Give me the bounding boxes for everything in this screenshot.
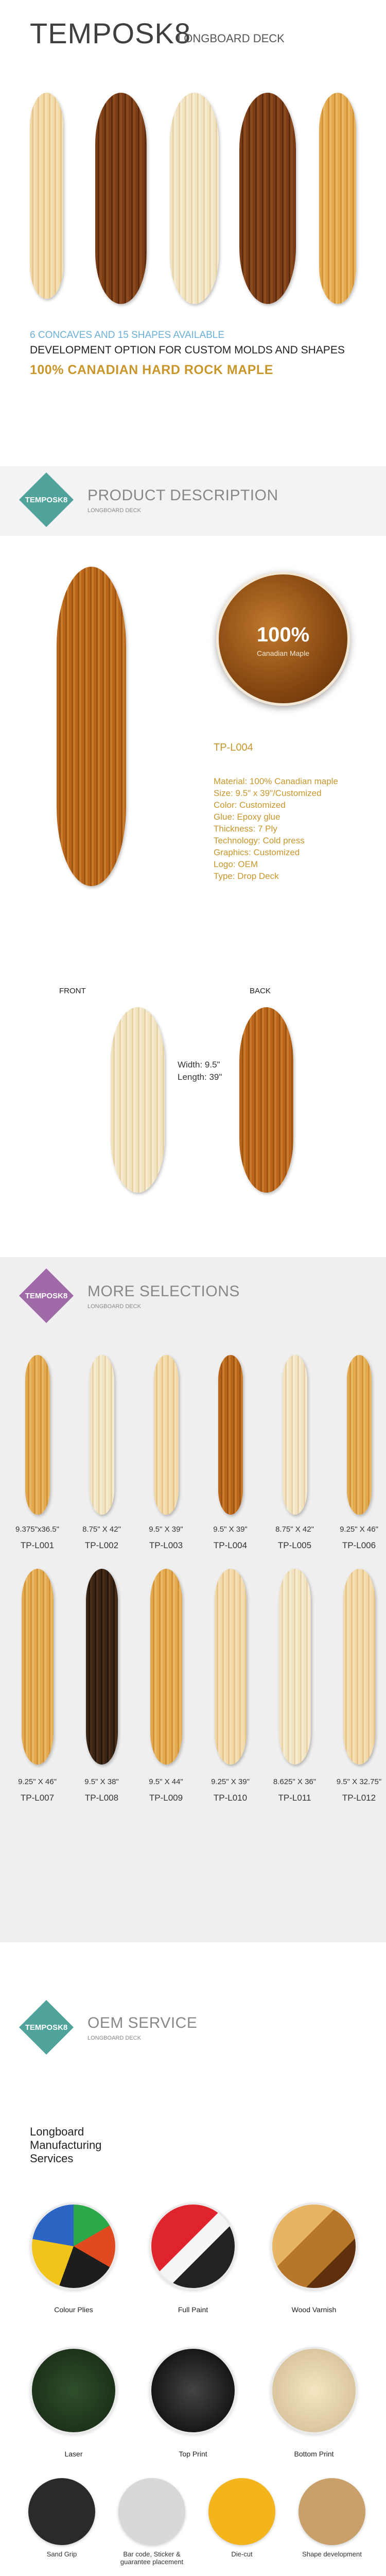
- width-measure: Width: 9.5": [178, 1060, 220, 1070]
- selection-code: TP-L010: [213, 1793, 248, 1803]
- selection-size: 9.375"x36.5": [15, 1525, 59, 1534]
- oem-small-label: Sand Grip: [46, 2550, 77, 2558]
- hero-deck-3: [170, 93, 219, 304]
- oem-small-label: Die-cut: [231, 2550, 253, 2558]
- shape-development-image: [299, 2478, 365, 2545]
- top-print-image: [149, 2347, 237, 2434]
- svg-text:TEMPOSK8: TEMPOSK8: [25, 496, 68, 504]
- spec-item: Graphics: Customized: [214, 848, 300, 857]
- selection-code: TP-L005: [277, 1540, 312, 1550]
- wood-varnish-image: [270, 2202, 358, 2290]
- selections-section-subtitle: LONGBOARD DECK: [87, 1303, 141, 1310]
- selection-code: TP-L001: [20, 1540, 55, 1550]
- back-deck: [239, 1007, 293, 1193]
- front-deck: [111, 1007, 165, 1193]
- die-cut-image: [208, 2478, 275, 2545]
- selection-deck-tp-l009: [150, 1569, 182, 1765]
- selection-deck-tp-l001: [25, 1355, 50, 1515]
- oem-label: Top Print: [179, 2450, 207, 2458]
- selection-size: 9.5" X 44": [149, 1777, 183, 1786]
- svg-text:TEMPOSK8: TEMPOSK8: [25, 2023, 68, 2032]
- hero-deck-4: [239, 93, 296, 304]
- selection-deck-tp-l008: [86, 1569, 118, 1765]
- temposk8-badge: [18, 471, 75, 528]
- oem-label: Full Paint: [178, 2306, 208, 2314]
- spec-item: Thickness: 7 Ply: [214, 824, 277, 834]
- selection-code: TP-L009: [149, 1793, 183, 1803]
- product-section-title: PRODUCT DESCRIPTION: [87, 487, 278, 504]
- selection-size: 9.5" X 39": [213, 1525, 248, 1534]
- selection-deck-tp-l003: [154, 1355, 179, 1515]
- hero-maple-text: 100% CANADIAN HARD ROCK MAPLE: [30, 363, 273, 377]
- selection-code: TP-L006: [342, 1540, 376, 1550]
- selection-code: TP-L002: [84, 1540, 119, 1550]
- selection-code: TP-L012: [342, 1793, 376, 1803]
- selection-deck-tp-l011: [279, 1569, 311, 1765]
- selection-size: 9.25" X 46": [18, 1777, 57, 1786]
- selection-deck-tp-l005: [283, 1355, 307, 1515]
- selection-size: 9.25" X 39": [211, 1777, 250, 1786]
- product-main-deck: [57, 567, 126, 886]
- selection-deck-tp-l010: [215, 1569, 247, 1765]
- selection-deck-tp-l007: [22, 1569, 54, 1765]
- brand-subtitle: LONGBOARD DECK: [178, 32, 285, 45]
- hero-deck-5: [319, 93, 356, 304]
- oem-heading: Longboard Manufacturing Services: [30, 2125, 102, 2165]
- spec-item: Technology: Cold press: [214, 836, 305, 845]
- spec-item: Glue: Epoxy glue: [214, 812, 280, 822]
- oem-small-label: Shape development: [302, 2550, 362, 2558]
- svg-text:TEMPOSK8: TEMPOSK8: [25, 1292, 68, 1300]
- selection-code: TP-L003: [149, 1540, 183, 1550]
- canadian-maple-logo: 100% Canadian Maple: [216, 572, 350, 706]
- spec-item: Size: 9.5" x 39"/Customized: [214, 788, 322, 798]
- selection-code: TP-L008: [84, 1793, 119, 1803]
- selection-size: 8.75" X 42": [275, 1525, 314, 1534]
- temposk8-badge: [18, 1267, 75, 1324]
- selection-deck-tp-l004: [218, 1355, 243, 1515]
- oem-label: Wood Varnish: [291, 2306, 337, 2314]
- spec-item: Color: Customized: [214, 800, 286, 810]
- laser-image: [30, 2347, 117, 2434]
- sand-grip-image: [28, 2478, 95, 2545]
- selection-size: 9.25" X 46": [340, 1525, 378, 1534]
- product-code: TP-L004: [214, 742, 253, 753]
- front-label: FRONT: [59, 987, 86, 995]
- hero-deck-2: [95, 93, 147, 304]
- selection-code: TP-L004: [213, 1540, 248, 1550]
- selection-size: 8.625" X 36": [273, 1777, 317, 1786]
- brand-title: TEMPOSK8: [30, 17, 191, 49]
- length-measure: Length: 39": [178, 1072, 222, 1082]
- selection-deck-tp-l002: [90, 1355, 114, 1515]
- spec-item: Type: Drop Deck: [214, 871, 279, 881]
- oem-section-subtitle: LONGBOARD DECK: [87, 2035, 141, 2041]
- hero-custom-text: DEVELOPMENT OPTION FOR CUSTOM MOLDS AND SHAPES: [30, 344, 345, 356]
- hero-deck-1: [30, 93, 63, 299]
- back-label: BACK: [250, 987, 271, 995]
- hero-concaves-text: 6 CONCAVES AND 15 SHAPES AVAILABLE: [30, 330, 225, 341]
- oem-label: Colour Plies: [54, 2306, 93, 2314]
- selections-band: [0, 1257, 386, 1942]
- oem-label: Laser: [64, 2450, 83, 2458]
- selections-section-title: MORE SELECTIONS: [87, 1283, 240, 1300]
- selection-size: 9.5" X 39": [149, 1525, 183, 1534]
- colour-plies-image: [30, 2202, 117, 2290]
- selection-size: 8.75" X 42": [82, 1525, 121, 1534]
- oem-section-title: OEM SERVICE: [87, 2014, 198, 2031]
- temposk8-badge: [18, 1999, 75, 2056]
- oem-small-label: Bar code, Sticker & guarantee placement: [120, 2550, 184, 2566]
- spec-item: Logo: OEM: [214, 859, 258, 869]
- selection-deck-tp-l012: [343, 1569, 375, 1765]
- spec-item: Material: 100% Canadian maple: [214, 776, 338, 786]
- selection-size: 9.5" X 32.75": [336, 1777, 382, 1786]
- oem-label: Bottom Print: [294, 2450, 334, 2458]
- selection-code: TP-L011: [278, 1793, 311, 1803]
- deck-measurements: [178, 1059, 222, 1083]
- selection-size: 9.5" X 38": [84, 1777, 119, 1786]
- selection-deck-tp-l006: [347, 1355, 372, 1515]
- bottom-print-image: [270, 2347, 358, 2434]
- full-paint-image: [149, 2202, 237, 2290]
- bar-code-image: [118, 2478, 185, 2545]
- selection-code: TP-L007: [20, 1793, 55, 1803]
- product-section-subtitle: LONGBOARD DECK: [87, 507, 141, 514]
- spec-list: [214, 775, 378, 882]
